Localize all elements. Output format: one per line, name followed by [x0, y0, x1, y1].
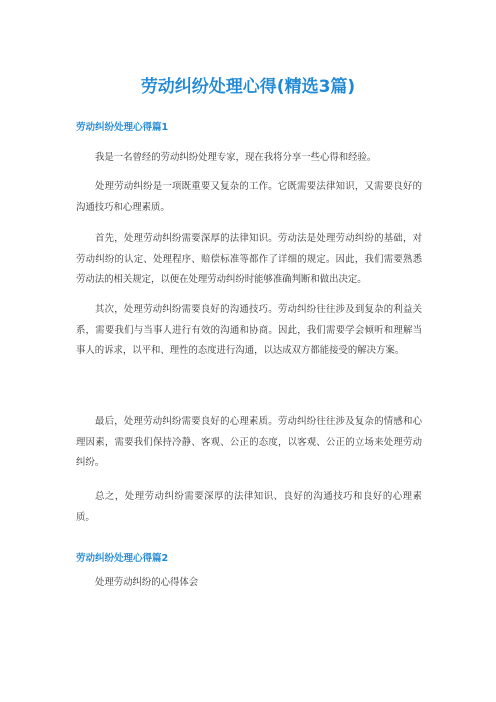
paragraph: 总之，处理劳动纠纷需要深厚的法律知识、良好的沟通技巧和良好的心理素质。 [76, 491, 422, 523]
paragraph: 处理劳动纠纷是一项既重要又复杂的工作。它既需要法律知识，又需要良好的沟通技巧和心理素质。 [76, 181, 422, 213]
paragraph: 我是一名曾经的劳动纠纷处理专家，现在我将分享一些心得和经验。 [95, 152, 377, 163]
paragraph: 最后，处理劳动纠纷需要良好的心理素质。劳动纠纷往往涉及复杂的情感和心理因素，需要我们保持冷静、客观、公正的态度，以客观、公正的立场来处理劳动纠纷。 [76, 416, 422, 468]
document-title: 劳动纠纷处理心得(精选3篇) [140, 77, 356, 97]
paragraph: 首先，处理劳动纠纷需要深厚的法律知识。劳动法是处理劳动纠纷的基础，对劳动纠纷的认定、处理程序、赔偿标准等都作了详细的规定。因此，我们需要熟悉劳动法的相关规定，以便在处理劳动纠纷时能够准确判断和做出决定。 [76, 233, 422, 285]
section-heading-1: 劳动纠纷处理心得篇1 [76, 122, 169, 133]
paragraph: 处理劳动纠纷的心得体会 [95, 577, 199, 588]
section-heading-2: 劳动纠纷处理心得篇2 [76, 553, 169, 564]
paragraph: 其次，处理劳动纠纷需要良好的沟通技巧。劳动纠纷往往涉及到复杂的利益关系，需要我们与当事人进行有效的沟通和协商。因此，我们需要学会倾听和理解当事人的诉求，以平和、理性的态度进行沟通，以达成双方都能接受的解决方案。 [76, 304, 422, 356]
